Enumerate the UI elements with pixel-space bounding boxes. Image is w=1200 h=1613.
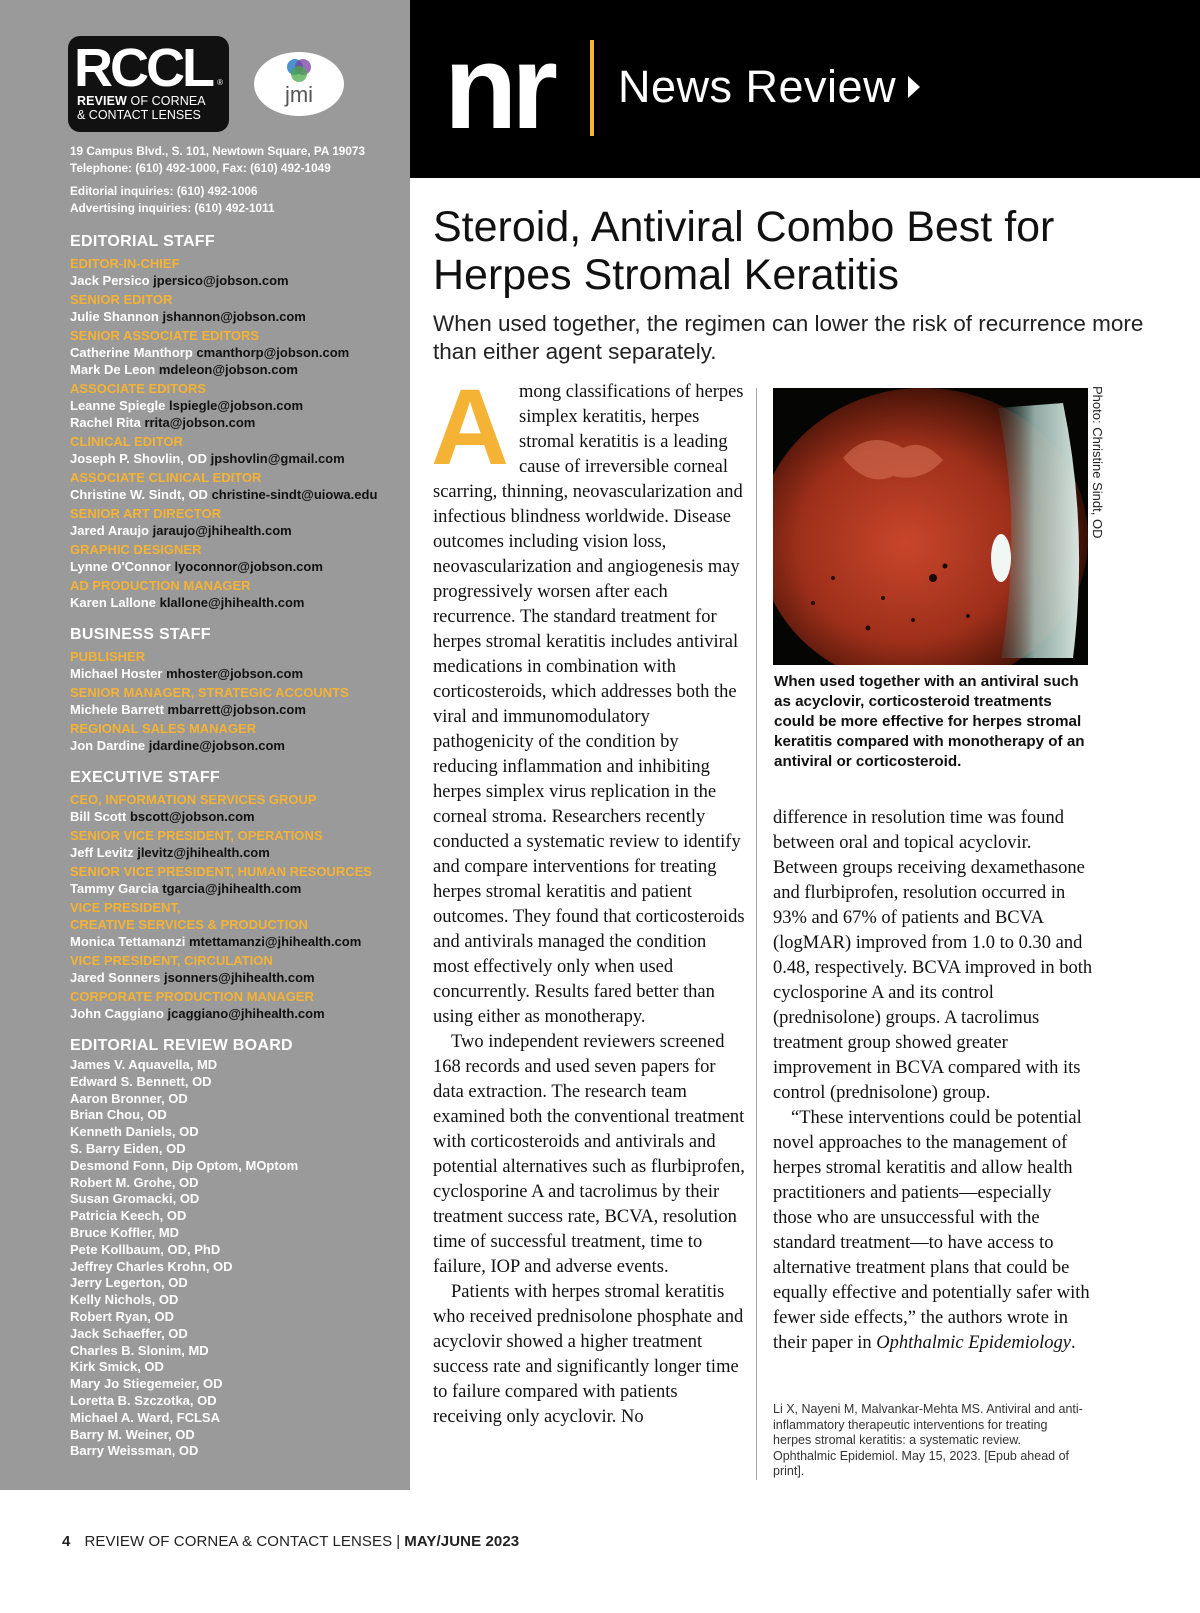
photo-credit: Photo: Christine Sindt, OD: [1090, 386, 1105, 539]
article-paragraph: “These interventions could be potential novel approaches to the management of herpes stromal keratitis and allow health practitioners and patients—especially those who are unsuccessful with the standard treatment—to have access to alternative treatment plans that could be equally effective and potentially safer with fewer side effects,” the authors wrote in their paper in Ophthalmic Epidemiology.: [773, 1108, 1090, 1353]
header-divider: [590, 40, 594, 136]
staff-email[interactable]: tgarcia@jhihealth.com: [162, 881, 302, 896]
article-dek: When used together, the regimen can lower the risk of recurrence more than either agent separately.: [433, 311, 1144, 364]
rccl-logo-line1: REVIEW OF CORNEA: [77, 94, 206, 108]
staff-person: Tammy Garcia tgarcia@jhihealth.com: [70, 881, 302, 896]
jmi-logo-text: jmi: [284, 82, 314, 107]
article-column-left: [431, 366, 745, 1430]
staff-person: John Caggiano jcaggiano@jhihealth.com: [70, 1006, 325, 1021]
staff-email[interactable]: klallone@jhihealth.com: [159, 595, 305, 610]
staff-person: Jeff Levitz jlevitz@jhihealth.com: [70, 845, 270, 860]
staff-role: SENIOR EDITOR: [70, 292, 173, 307]
registered-mark: ®: [217, 78, 223, 87]
staff-email[interactable]: christine-sindt@uiowa.edu: [211, 487, 378, 502]
staff-role: VICE PRESIDENT,: [70, 900, 181, 915]
staff-role: CREATIVE SERVICES & PRODUCTION: [70, 917, 308, 932]
photo-caption: When used together with an antiviral such as acyclovir, corticosteroid treatments could be more effective for herpes stromal keratitis compared with monotherapy of an antiviral or corticosteroid.: [774, 673, 1085, 770]
board-member: Kelly Nichols, OD: [70, 1292, 179, 1308]
issue-date: MAY/JUNE 2023: [404, 1533, 520, 1550]
board-member: Charles B. Slonim, MD: [70, 1342, 209, 1358]
business-staff-heading: BUSINESS STAFF: [70, 626, 211, 643]
board-member: Jeffrey Charles Krohn, OD: [70, 1258, 233, 1274]
rccl-logo: [68, 36, 229, 132]
address: 19 Campus Blvd., S. 101, Newtown Square, PA 19073: [70, 144, 366, 158]
staff-role: GRAPHIC DESIGNER: [70, 542, 202, 557]
article-paragraph: Among classifications of herpes simplex keratitis, herpes stromal keratitis is a leading cause of irreversible corneal scarring, thinning, neovascularization and infectious blindness worldwide. Disease outcomes including vision loss, neovascularization and angiogenesis may progressively worsen after each recurrence. The standard treatment for herpes stromal keratitis includes antiviral medications in combination with corticosteroids, which addresses both the viral and immunomodulatory pathogenicity of the condition by reducing inflammation and inhibiting herpes simplex virus replication in the corneal stroma. Researchers recently conducted a systematic review to identify and compare interventions for treating herpes stromal keratitis and patient outcomes. They found that corticosteroids and antivirals managed the condition most effectively only when used concurrently. Results fared better than using either as monotherapy.: [431, 366, 745, 1027]
board-member: Barry M. Weiner, OD: [70, 1426, 195, 1442]
staff-person: Leanne Spiegle lspiegle@jobson.com: [70, 398, 304, 413]
staff-person: Jared Araujo jaraujo@jhihealth.com: [70, 523, 292, 538]
rccl-logo-mark: RCCL: [74, 38, 212, 98]
board-member: Patricia Keech, OD: [70, 1208, 187, 1224]
board-member: Jerry Legerton, OD: [70, 1275, 188, 1291]
staff-role: SENIOR MANAGER, STRATEGIC ACCOUNTS: [70, 685, 349, 700]
article-paragraph: Patients with herpes stromal keratitis who received prednisolone phosphate and acyclovir showed a higher treatment success rate and significantly longer time to failure compared with patients receiving only acyclovir. No: [433, 1282, 744, 1427]
board-member: Desmond Fonn, Dip Optom, MOptom: [70, 1157, 299, 1173]
article-paragraph: difference in resolution time was found between oral and topical acyclovir. Between groups receiving dexamethasone and flurbiprofen, resolution occurred in 93% and 67% of patients and BCVA (logMAR) improved from 1.0 to 0.30 and 0.48, respectively. BCVA improved in both cyclosporine A and its control (prednisolone) groups. A tacrolimus treatment group showed greater improvement in BCVA compared with its control (prednisolone) group.: [773, 808, 1093, 1103]
board-member: Bruce Koffler, MD: [70, 1224, 180, 1240]
jmi-logo: [254, 52, 344, 116]
journal-name: Ophthalmic Epidemiology: [876, 1333, 1071, 1353]
staff-role: SENIOR ART DIRECTOR: [70, 506, 221, 521]
article-headline: Steroid, Antiviral Combo Best for Herpes Stromal Keratitis: [433, 203, 1055, 299]
publication-name: REVIEW OF CORNEA & CONTACT LENSES: [84, 1533, 393, 1550]
board-member: Brian Chou, OD: [70, 1107, 167, 1123]
staff-email[interactable]: lspiegle@jobson.com: [169, 398, 304, 413]
staff-person: Jon Dardine jdardine@jobson.com: [70, 738, 285, 753]
article-paragraph: Two independent reviewers screened 168 records and used seven papers for data extraction. The research team examined both the conventional treatment with corticosteroids and antivirals and potential alternatives such as flurbiprofen, cyclosporine A and tacrolimus by their treatment success rate, BCVA, resolution time of successful treatment, time to failure, IOP and adverse events.: [433, 1032, 745, 1277]
staff-email[interactable]: rrita@jobson.com: [144, 415, 256, 430]
staff-person: Joseph P. Shovlin, OD jpshovlin@gmail.com: [70, 451, 345, 466]
board-member: Robert M. Grohe, OD: [70, 1174, 199, 1190]
board-member: Pete Kollbaum, OD, PhD: [70, 1241, 221, 1257]
footer-separator: |: [396, 1533, 401, 1550]
review-board-list: [70, 1057, 405, 1460]
staff-person: Michele Barrett mbarrett@jobson.com: [70, 702, 306, 717]
board-member: Mary Jo Stiegemeier, OD: [70, 1376, 223, 1392]
advertising-inquiries: Advertising inquiries: (610) 492-1011: [70, 201, 275, 215]
nr-logo: nr: [444, 20, 552, 154]
staff-role: EDITOR-IN-CHIEF: [70, 256, 180, 271]
staff-email[interactable]: mhoster@jobson.com: [166, 666, 304, 681]
article-reference: Li X, Nayeni M, Malvankar-Mehta MS. Antiviral and anti-inflammatory therapeutic interventions for treating herpes stromal keratitis: a systematic review. Ophthalmic Epidemiol. May 15, 2023. [Epub ahead of print].: [773, 1402, 1083, 1478]
review-board-heading: EDITORIAL REVIEW BOARD: [70, 1037, 293, 1054]
staff-email[interactable]: cmanthorp@jobson.com: [196, 345, 350, 360]
staff-person: Michael Hoster mhoster@jobson.com: [70, 666, 304, 681]
staff-listing: [70, 231, 405, 1460]
staff-email[interactable]: jdardine@jobson.com: [148, 738, 285, 753]
staff-email[interactable]: jpshovlin@gmail.com: [210, 451, 345, 466]
staff-email[interactable]: jshannon@jobson.com: [162, 309, 306, 324]
staff-email[interactable]: bscott@jobson.com: [129, 809, 255, 824]
staff-person: Lynne O'Connor lyoconnor@jobson.com: [70, 559, 323, 574]
board-member: Loretta B. Szczotka, OD: [70, 1392, 217, 1408]
staff-role: ASSOCIATE EDITORS: [70, 381, 207, 396]
board-member: Susan Gromacki, OD: [70, 1191, 200, 1207]
staff-person: Catherine Manthorp cmanthorp@jobson.com: [70, 345, 350, 360]
staff-person: Karen Lallone klallone@jhihealth.com: [70, 595, 305, 610]
staff-email[interactable]: lyoconnor@jobson.com: [174, 559, 323, 574]
board-member: Kenneth Daniels, OD: [70, 1124, 199, 1140]
contact-info: [70, 143, 365, 217]
staff-email[interactable]: jlevitz@jhihealth.com: [137, 845, 270, 860]
staff-role: PUBLISHER: [70, 649, 146, 664]
section-title: News Review: [618, 60, 920, 114]
page-number: 4: [62, 1533, 71, 1550]
staff-role: SENIOR ASSOCIATE EDITORS: [70, 328, 260, 343]
section-header: [410, 0, 1200, 178]
staff-email[interactable]: jaraujo@jhihealth.com: [152, 523, 292, 538]
page-footer: [62, 1533, 519, 1550]
board-member: Barry Weissman, OD: [70, 1443, 199, 1459]
staff-person: Bill Scott bscott@jobson.com: [70, 809, 255, 824]
staff-role: SENIOR VICE PRESIDENT, HUMAN RESOURCES: [70, 864, 372, 879]
board-member: James V. Aquavella, MD: [70, 1057, 218, 1072]
staff-person: Mark De Leon mdeleon@jobson.com: [70, 362, 298, 377]
corneal-photo: [773, 388, 1088, 665]
triangle-right-icon: [908, 76, 920, 98]
board-member: Kirk Smick, OD: [70, 1359, 164, 1375]
board-member: Michael A. Ward, FCLSA: [70, 1409, 220, 1425]
staff-email[interactable]: jcaggiano@jhihealth.com: [167, 1006, 325, 1021]
editorial-staff-heading: EDITORIAL STAFF: [70, 233, 215, 250]
board-member: Robert Ryan, OD: [70, 1308, 175, 1324]
staff-role: CORPORATE PRODUCTION MANAGER: [70, 989, 314, 1004]
staff-email[interactable]: mtettamanzi@jhihealth.com: [188, 934, 362, 949]
staff-role: ASSOCIATE CLINICAL EDITOR: [70, 470, 262, 485]
eye-image: [773, 388, 1088, 665]
column-divider: [756, 388, 757, 1480]
staff-role: VICE PRESIDENT, CIRCULATION: [70, 953, 273, 968]
staff-email[interactable]: jsonners@jhihealth.com: [163, 970, 315, 985]
staff-role: SENIOR VICE PRESIDENT, OPERATIONS: [70, 828, 323, 843]
board-member: Aaron Bronner, OD: [70, 1090, 188, 1106]
staff-role: AD PRODUCTION MANAGER: [70, 578, 251, 593]
board-member: Jack Schaeffer, OD: [70, 1325, 188, 1341]
staff-role: REGIONAL SALES MANAGER: [70, 721, 257, 736]
masthead-sidebar: [0, 0, 410, 1490]
staff-email[interactable]: mbarrett@jobson.com: [167, 702, 306, 717]
editorial-inquiries: Editorial inquiries: (610) 492-1006: [70, 184, 258, 198]
article-column-right: [773, 806, 1095, 1356]
drop-cap: A: [431, 366, 509, 487]
board-member: Edward S. Bennett, OD: [70, 1073, 212, 1089]
staff-person: Jack Persico jpersico@jobson.com: [70, 273, 289, 288]
rccl-logo-line2: & CONTACT LENSES: [77, 108, 201, 122]
board-member: S. Barry Eiden, OD: [70, 1140, 186, 1156]
staff-person: Julie Shannon jshannon@jobson.com: [70, 309, 306, 324]
staff-role: CLINICAL EDITOR: [70, 434, 183, 449]
telephone: Telephone: (610) 492-1000, Fax: (610) 492-1049: [70, 161, 331, 175]
staff-email[interactable]: mdeleon@jobson.com: [158, 362, 298, 377]
staff-role: CEO, INFORMATION SERVICES GROUP: [70, 792, 317, 807]
staff-person: Monica Tettamanzi mtettamanzi@jhihealth.com: [70, 934, 362, 949]
staff-email[interactable]: jpersico@jobson.com: [153, 273, 289, 288]
staff-person: Christine W. Sindt, OD christine-sindt@uiowa.edu: [70, 487, 378, 502]
executive-staff-heading: EXECUTIVE STAFF: [70, 769, 220, 786]
staff-person: Jared Sonners jsonners@jhihealth.com: [70, 970, 315, 985]
staff-person: Rachel Rita rrita@jobson.com: [70, 415, 256, 430]
